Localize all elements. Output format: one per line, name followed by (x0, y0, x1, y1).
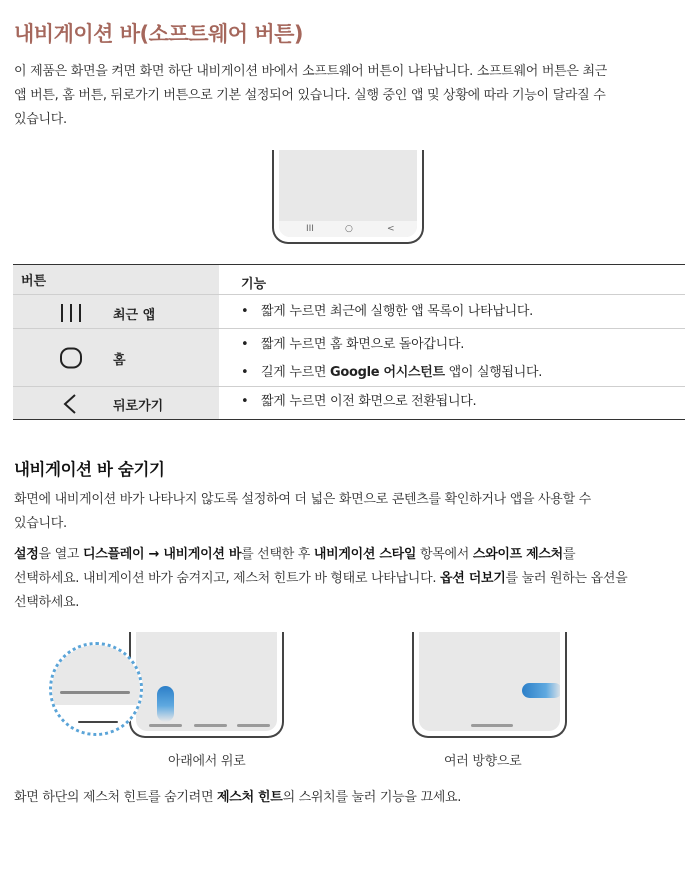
function-item: • 짧게 누르면 홈 화면으로 돌아갑니다. (241, 331, 685, 359)
table-header-function-cell (219, 265, 685, 294)
button-function-table (13, 264, 685, 420)
bold-text: 디스플레이 → 내비게이션 바 (82, 547, 242, 562)
paragraph-line: 있습니다. (14, 516, 67, 531)
paragraph-line (14, 786, 461, 810)
paragraph-line: 화면에 내비게이션 바가 나타나지 않도록 설정하여 더 넓은 화면으로 콘텐츠를 확인하거나 앱을 사용할 수 (14, 492, 591, 507)
paragraph-text: 를 선택한 후 (241, 547, 314, 562)
paragraph-line: 선택하세요. (14, 595, 80, 610)
swipe-indicator (157, 686, 174, 722)
bold-text: 설정 (14, 547, 39, 562)
recent-apps-icon (59, 303, 83, 323)
paragraph-text: 를 (562, 547, 576, 562)
gesture-hint (194, 724, 227, 727)
recent-apps-icon: III (306, 224, 314, 234)
paragraph-line (14, 567, 627, 591)
caption-right: 여러 방향으로 (444, 754, 522, 769)
swipe-indicator (522, 683, 560, 698)
zoom-bezel-line (78, 721, 118, 723)
section-paragraph (14, 488, 591, 536)
function-item (241, 359, 685, 387)
table-row (13, 329, 685, 387)
table-header (13, 265, 685, 295)
page-title: 내비게이션 바(소프트웨어 버튼) (14, 22, 304, 46)
home-icon: ○ (345, 224, 353, 234)
bold-text: 제스처 힌트 (217, 790, 283, 805)
table-function-cell (219, 387, 685, 419)
button-name-recent: 최근 앱 (113, 308, 156, 323)
function-item: • 짧게 누르면 이전 화면으로 전환됩니다. (241, 388, 685, 416)
function-item-text: 길게 누르면 (261, 365, 330, 380)
table-header-button-cell (13, 265, 219, 294)
gesture-hint (237, 724, 270, 727)
intro-line: 이 제품은 화면을 켜면 화면 하단 내비게이션 바에서 소프트웨어 버튼이 나타납니다. 소프트웨어 버튼은 최근 (14, 64, 608, 79)
back-icon: < (387, 224, 395, 234)
paragraph-text: 항목에서 (416, 547, 473, 562)
table-button-cell (13, 295, 219, 328)
intro-paragraph (14, 60, 607, 132)
phone-navbar-illustration (272, 150, 424, 244)
bold-text: 내비게이션 스타일 (313, 547, 417, 562)
bold-text: 옵션 더보기 (440, 571, 506, 586)
hint-paragraph (14, 786, 461, 810)
table-header-button: 버튼 (21, 274, 47, 289)
function-item: • 짧게 누르면 최근에 실행한 앱 목록이 나타납니다. (241, 298, 685, 326)
phone-screen (279, 150, 417, 237)
paragraph-text: 를 눌러 원하는 옵션을 (505, 571, 628, 586)
zoom-magnifier (49, 642, 143, 736)
table-button-cell (13, 329, 219, 386)
section-heading: 내비게이션 바 숨기기 (14, 460, 165, 479)
paragraph-text: 화면 하단의 제스처 힌트를 숨기려면 (14, 790, 218, 805)
phone-navbar (279, 221, 417, 237)
instruction-paragraph (14, 543, 627, 615)
paragraph-text: 을 열고 (38, 547, 83, 562)
phone-screen (419, 632, 560, 731)
phone-screen (136, 632, 277, 731)
zoom-gesture-hint (60, 691, 130, 694)
back-icon (59, 393, 83, 415)
button-name-back: 뒤로가기 (113, 399, 164, 414)
table-function-cell (219, 295, 685, 328)
caption-left: 아래에서 위로 (168, 754, 246, 769)
table-header-function: 기능 (241, 277, 267, 292)
phone-swipe-multi-illustration (412, 632, 567, 738)
button-name-home: 홈 (113, 353, 126, 368)
table-row (13, 387, 685, 419)
gesture-hint (149, 724, 182, 727)
bold-text: 스와이프 제스처 (472, 547, 563, 562)
paragraph-text: 의 스위치를 눌러 기능을 끄세요. (282, 790, 462, 805)
gesture-hint (471, 724, 513, 727)
table-button-cell (13, 387, 219, 419)
function-item-bold: Google 어시스턴트 (329, 365, 445, 380)
intro-line: 있습니다. (14, 112, 67, 127)
table-row (13, 295, 685, 329)
function-item-text: 앱이 실행됩니다. (444, 365, 543, 380)
paragraph-text: 선택하세요. 내비게이션 바가 숨겨지고, 제스처 힌트가 바 형태로 나타납니다. (14, 571, 440, 586)
intro-line: 앱 버튼, 홈 버튼, 뒤로가기 버튼으로 기본 설정되어 있습니다. 실행 중인 앱 및 상황에 따라 기능이 달라질 수 (14, 88, 606, 103)
paragraph-line (14, 543, 627, 567)
phone-swipe-bottom-illustration (129, 632, 284, 738)
table-function-cell (219, 329, 685, 386)
home-icon (59, 347, 83, 369)
